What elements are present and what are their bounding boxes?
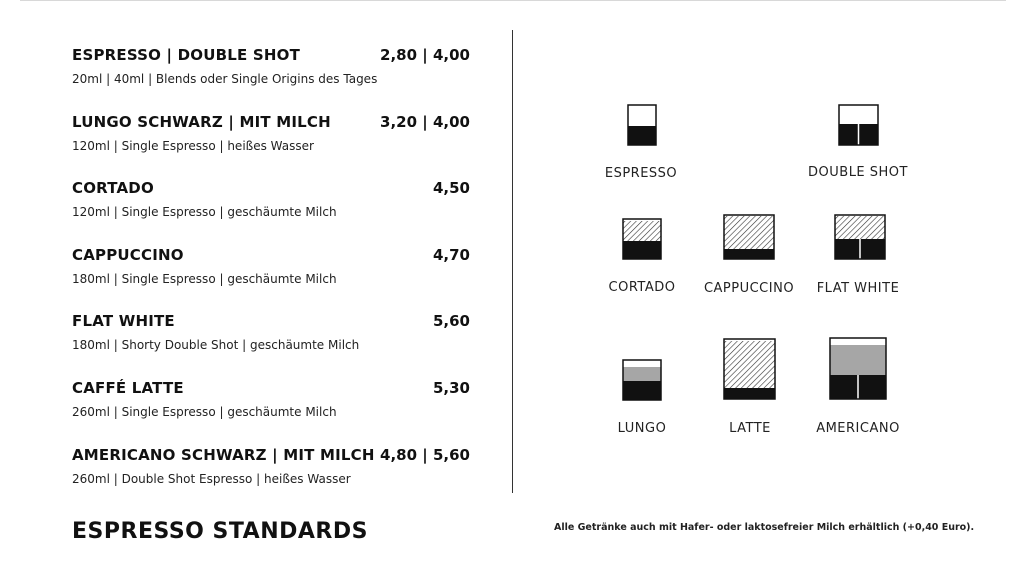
espresso-cup-icon xyxy=(627,104,657,146)
cappuccino-cup-icon xyxy=(723,214,775,260)
item-description: 260ml | Double Shot Espresso | heißes Wasser xyxy=(72,472,351,486)
milk-footnote: Alle Getränke auch mit Hafer- oder laktosefreier Milch erhältlich (+0,40 Euro). xyxy=(554,522,975,533)
lungo-cup-icon xyxy=(622,359,662,401)
item-description: 180ml | Single Espresso | geschäumte Milch xyxy=(72,272,337,286)
latte-cup-icon xyxy=(723,338,776,400)
item-description: 120ml | Single Espresso | geschäumte Milch xyxy=(72,205,337,219)
item-price: 4,80 | 5,60 xyxy=(380,446,470,464)
americano-cup-icon xyxy=(829,337,887,400)
vertical-divider xyxy=(512,30,513,493)
lungo-label: LUNGO xyxy=(617,421,667,436)
item-name: CAPPUCCINO xyxy=(72,246,184,264)
item-price: 5,60 xyxy=(432,312,470,330)
item-description: 180ml | Shorty Double Shot | geschäumte Milch xyxy=(72,338,360,352)
section-heading: ESPRESSO STANDARDS xyxy=(72,519,368,544)
item-name: LUNGO SCHWARZ | MIT MILCH xyxy=(72,113,331,131)
item-price: 5,30 xyxy=(432,379,470,397)
cortado-cup-icon xyxy=(622,218,662,260)
item-description: 20ml | 40ml | Blends oder Single Origins des Tages xyxy=(72,72,378,86)
item-price: 2,80 | 4,00 xyxy=(380,46,470,64)
cappuccino-label: CAPPUCCINO xyxy=(703,281,795,296)
item-price: 4,50 xyxy=(432,179,470,197)
americano-label: AMERICANO xyxy=(816,421,900,436)
item-name: ESPRESSO | DOUBLE SHOT xyxy=(72,46,301,64)
flat-white-label: FLAT WHITE xyxy=(816,281,900,296)
item-name: CAFFÉ LATTE xyxy=(72,379,184,397)
latte-label: LATTE xyxy=(729,421,771,436)
item-description: 260ml | Single Espresso | geschäumte Milch xyxy=(72,405,337,419)
item-price: 3,20 | 4,00 xyxy=(380,113,470,131)
top-border xyxy=(20,0,1006,1)
item-description: 120ml | Single Espresso | heißes Wasser xyxy=(72,139,314,153)
item-name: AMERICANO SCHWARZ | MIT MILCH xyxy=(72,446,375,464)
double-shot-label: DOUBLE SHOT xyxy=(808,165,908,180)
item-name: CORTADO xyxy=(72,179,154,197)
item-name: FLAT WHITE xyxy=(72,312,175,330)
double-shot-cup-icon xyxy=(838,104,879,146)
item-price: 4,70 xyxy=(432,246,470,264)
espresso-label: ESPRESSO xyxy=(604,166,678,181)
cortado-label: CORTADO xyxy=(608,280,676,295)
flat-white-cup-icon xyxy=(834,214,886,260)
